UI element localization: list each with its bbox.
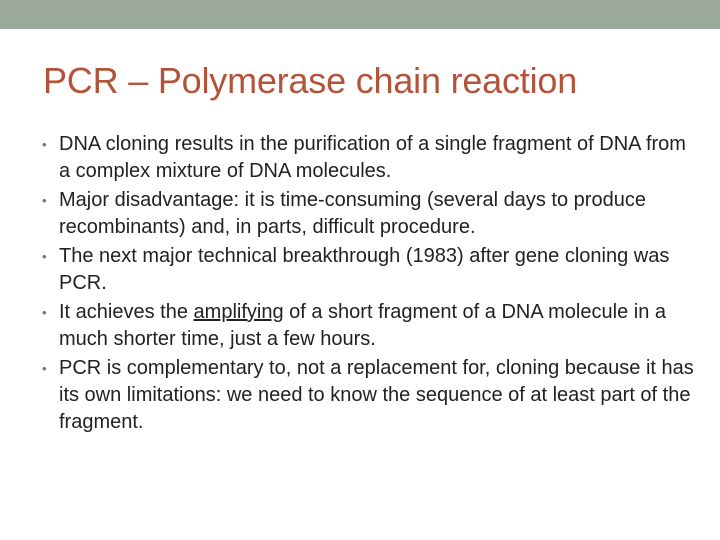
bullet-text: PCR is complementary to, not a replacement for, cloning because it has its own limitations: we need to know the sequence of at least part of the fragment. (59, 357, 694, 433)
bullet-item (42, 355, 699, 436)
bullet-dot-icon: • (42, 249, 47, 264)
bullet-text: The next major technical breakthrough (1983) after gene cloning was PCR. (59, 245, 670, 294)
underlined-term: amplifying (193, 301, 284, 323)
bullet-dot-icon: • (42, 305, 47, 320)
bullet-dot-icon: • (42, 193, 47, 208)
top-accent-bar (0, 0, 720, 29)
bullet-item (42, 243, 699, 297)
bullet-item (42, 131, 699, 185)
slide-title: PCR – Polymerase chain reaction (43, 60, 578, 101)
bullet-item (42, 187, 699, 241)
bullet-item (42, 299, 699, 353)
bullet-dot-icon: • (42, 361, 47, 376)
bullet-text-end: of a short fragment of a DNA molecule in a much shorter time, just a few hours. (59, 301, 666, 350)
bullet-dot-icon: • (42, 137, 47, 152)
bullet-text: DNA cloning results in the purification of a single fragment of DNA from a complex mixture of DNA molecules. (59, 133, 686, 182)
bullet-text: Major disadvantage: it is time-consuming (several days to produce recombinants) and, in parts, difficult procedure. (59, 189, 646, 238)
bullet-list (42, 131, 702, 438)
bullet-text-start: It achieves the (59, 301, 194, 323)
